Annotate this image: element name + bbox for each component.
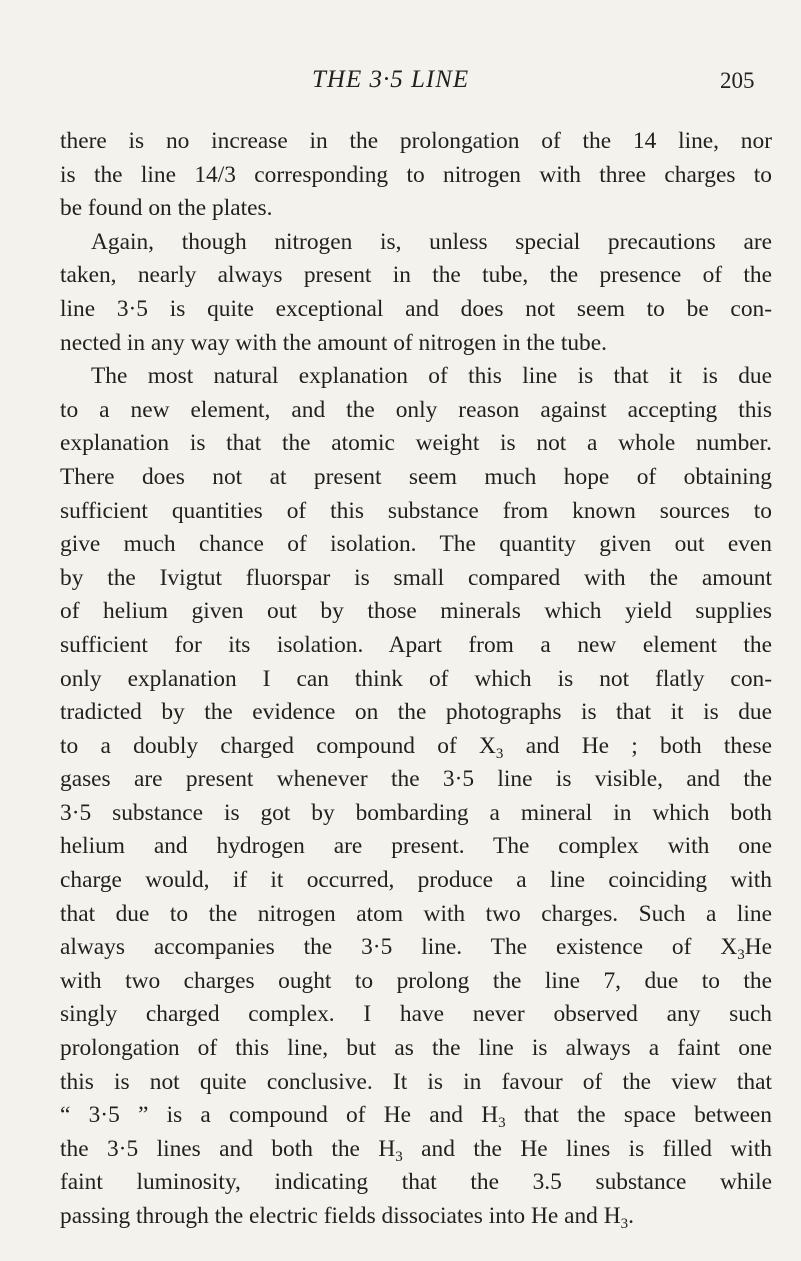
text-line bbox=[60, 696, 772, 730]
text-line bbox=[60, 763, 772, 797]
text-line bbox=[60, 663, 772, 697]
running-title: THE 3·5 LINE bbox=[312, 66, 470, 93]
text-line bbox=[60, 830, 772, 864]
text-segment: only explanation I can think of which is not flatly con- bbox=[60, 665, 772, 692]
text-line bbox=[60, 427, 772, 461]
subscript: 3 bbox=[395, 1148, 403, 1165]
text-segment: passing through the electric fields dissociates into He and H bbox=[60, 1203, 621, 1229]
text-line bbox=[60, 495, 772, 529]
text-segment: sufficient for its isolation. Apart from a new element the bbox=[60, 631, 772, 658]
running-head bbox=[0, 66, 801, 106]
text-line bbox=[60, 898, 772, 932]
text-segment: and the He lines is filled with bbox=[402, 1135, 772, 1162]
text-segment: taken, nearly always present in the tube, the presence of the bbox=[60, 262, 772, 289]
text-line bbox=[60, 562, 772, 596]
text-line bbox=[60, 125, 772, 159]
text-segment: explanation is that the atomic weight is not a whole number. bbox=[60, 430, 772, 457]
body-text bbox=[60, 125, 772, 1234]
text-segment: with two charges ought to prolong the line 7, due to the bbox=[60, 967, 772, 994]
text-line bbox=[60, 965, 772, 999]
text-line bbox=[60, 394, 772, 428]
text-segment: nected in any way with the amount of nitrogen in the tube. bbox=[60, 329, 607, 356]
text-line bbox=[60, 797, 772, 831]
text-segment: sufficient quantities of this substance from known sources to bbox=[60, 497, 772, 524]
text-segment: to a doubly charged compound of X bbox=[60, 732, 496, 759]
text-segment: He bbox=[744, 934, 772, 961]
text-line bbox=[60, 1166, 772, 1200]
text-line bbox=[60, 1200, 772, 1234]
text-segment: give much chance of isolation. The quantity given out even bbox=[60, 531, 772, 558]
text-segment: Again, though nitrogen is, unless special precautions are bbox=[91, 228, 772, 255]
text-segment: The most natural explanation of this line is that it is due bbox=[91, 363, 772, 390]
subscript: 3 bbox=[495, 745, 504, 762]
text-segment: “ 3·5 ” is a compound of He and H bbox=[60, 1102, 499, 1129]
text-segment: to a new element, and the only reason against accepting this bbox=[60, 396, 772, 423]
text-segment: . bbox=[628, 1203, 634, 1229]
text-segment: this is not quite conclusive. It is in favour of the view that bbox=[60, 1068, 772, 1095]
text-line bbox=[60, 159, 772, 193]
text-line bbox=[60, 1099, 772, 1133]
text-segment: that due to the nitrogen atom with two charges. Such a line bbox=[60, 900, 772, 927]
text-line bbox=[60, 595, 772, 629]
text-line bbox=[60, 293, 772, 327]
text-line bbox=[60, 864, 772, 898]
text-segment: 3·5 substance is got by bombarding a mineral in which both bbox=[60, 799, 772, 826]
text-segment: singly charged complex. I have never observed any such bbox=[60, 1001, 772, 1028]
text-segment: prolongation of this line, but as the line is always a faint one bbox=[60, 1035, 772, 1062]
text-line bbox=[60, 1066, 772, 1100]
text-line bbox=[60, 629, 772, 663]
text-segment: faint luminosity, indicating that the 3.5 substance while bbox=[60, 1169, 772, 1196]
text-segment: charge would, if it occurred, produce a line coinciding with bbox=[60, 867, 772, 894]
text-line bbox=[60, 327, 772, 361]
text-line bbox=[60, 931, 772, 965]
text-segment: always accompanies the 3·5 line. The existence of X bbox=[60, 934, 738, 961]
text-segment: There does not at present seem much hope of obtaining bbox=[60, 463, 772, 490]
subscript: 3 bbox=[620, 1216, 629, 1232]
text-segment: be found on the plates. bbox=[60, 195, 273, 222]
text-line bbox=[60, 528, 772, 562]
text-line bbox=[60, 259, 772, 293]
text-segment: the 3·5 lines and both the H bbox=[60, 1135, 396, 1162]
text-segment: of helium given out by those minerals which yield supplies bbox=[60, 598, 772, 625]
subscript: 3 bbox=[498, 1115, 506, 1132]
text-segment: and He ; both these bbox=[503, 732, 772, 759]
text-segment: tradicted by the evidence on the photographs is that it is due bbox=[60, 699, 772, 726]
subscript: 3 bbox=[737, 947, 745, 964]
text-segment: that the space between bbox=[505, 1102, 772, 1129]
text-line bbox=[60, 1133, 772, 1167]
text-line bbox=[60, 192, 772, 226]
text-segment: line 3·5 is quite exceptional and does not seem to be con- bbox=[60, 295, 772, 322]
text-segment: by the Ivigtut fluorspar is small compared with the amount bbox=[60, 564, 772, 591]
page-number: 205 bbox=[720, 68, 755, 93]
text-segment: is the line 14/3 corresponding to nitrogen with three charges to bbox=[60, 161, 772, 188]
text-line bbox=[60, 461, 772, 495]
text-segment: there is no increase in the prolongation of the 14 line, nor bbox=[60, 128, 772, 154]
text-line bbox=[60, 360, 772, 394]
text-line bbox=[60, 730, 772, 764]
text-line bbox=[60, 998, 772, 1032]
text-line bbox=[60, 226, 772, 260]
text-segment: gases are present whenever the 3·5 line is visible, and the bbox=[60, 766, 772, 793]
text-line bbox=[60, 1032, 772, 1066]
text-segment: helium and hydrogen are present. The complex with one bbox=[60, 833, 772, 860]
